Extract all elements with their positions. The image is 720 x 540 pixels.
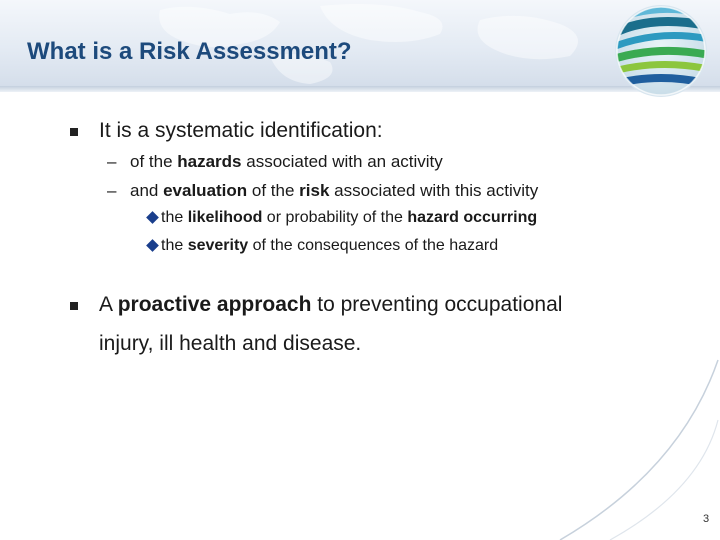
bullet-2 xyxy=(99,293,562,317)
sub-sub-item-2-text-end: of the consequences of the hazard xyxy=(248,237,499,254)
sub-sub-item-2-text: the xyxy=(161,237,188,254)
square-bullet-icon xyxy=(70,302,78,310)
slide-title: What is a Risk Assessment? xyxy=(27,38,352,65)
square-bullet-icon xyxy=(70,128,78,136)
sub-item-2 xyxy=(130,181,538,201)
sub-sub-item-2-bold: severity xyxy=(187,237,249,254)
dash-bullet: – xyxy=(107,181,117,200)
sub-item-2-text-mid: of the xyxy=(247,181,300,200)
bullet-2-bold: proactive approach xyxy=(117,293,312,316)
sub-item-1-text: of the xyxy=(130,152,178,171)
sub-sub-item-1-text-mid: or probability of the xyxy=(262,209,408,226)
dash-bullet: – xyxy=(107,152,117,171)
bullet-2-line-2: injury, ill health and disease. xyxy=(99,332,362,355)
sub-sub-item-1-bold-1: likelihood xyxy=(187,209,263,226)
sub-sub-item-2 xyxy=(161,237,498,255)
sub-item-2-bold-2: risk xyxy=(299,181,330,200)
sub-sub-item-1-bold-2: hazard occurring xyxy=(407,209,538,226)
sub-item-1-text-end: associated with an activity xyxy=(241,152,443,171)
diamond-bullet-icon xyxy=(146,239,159,252)
sub-sub-item-1-text: the xyxy=(161,209,188,226)
sub-item-2-bold-1: evaluation xyxy=(163,181,248,200)
sub-item-1-bold: hazards xyxy=(177,152,242,171)
sub-item-2-text-end: associated with this activity xyxy=(329,181,539,200)
bullet-2-text: A xyxy=(99,293,118,316)
sub-item-1 xyxy=(130,152,443,172)
bullet-2-text-end: to preventing occupational xyxy=(311,293,563,316)
page-number: 3 xyxy=(703,513,710,525)
sub-sub-item-1 xyxy=(161,209,537,227)
globe-logo-icon xyxy=(610,4,712,98)
sub-item-2-text: and xyxy=(130,181,164,200)
bullet-1: It is a systematic identification: xyxy=(99,119,383,142)
diamond-bullet-icon xyxy=(146,211,159,224)
